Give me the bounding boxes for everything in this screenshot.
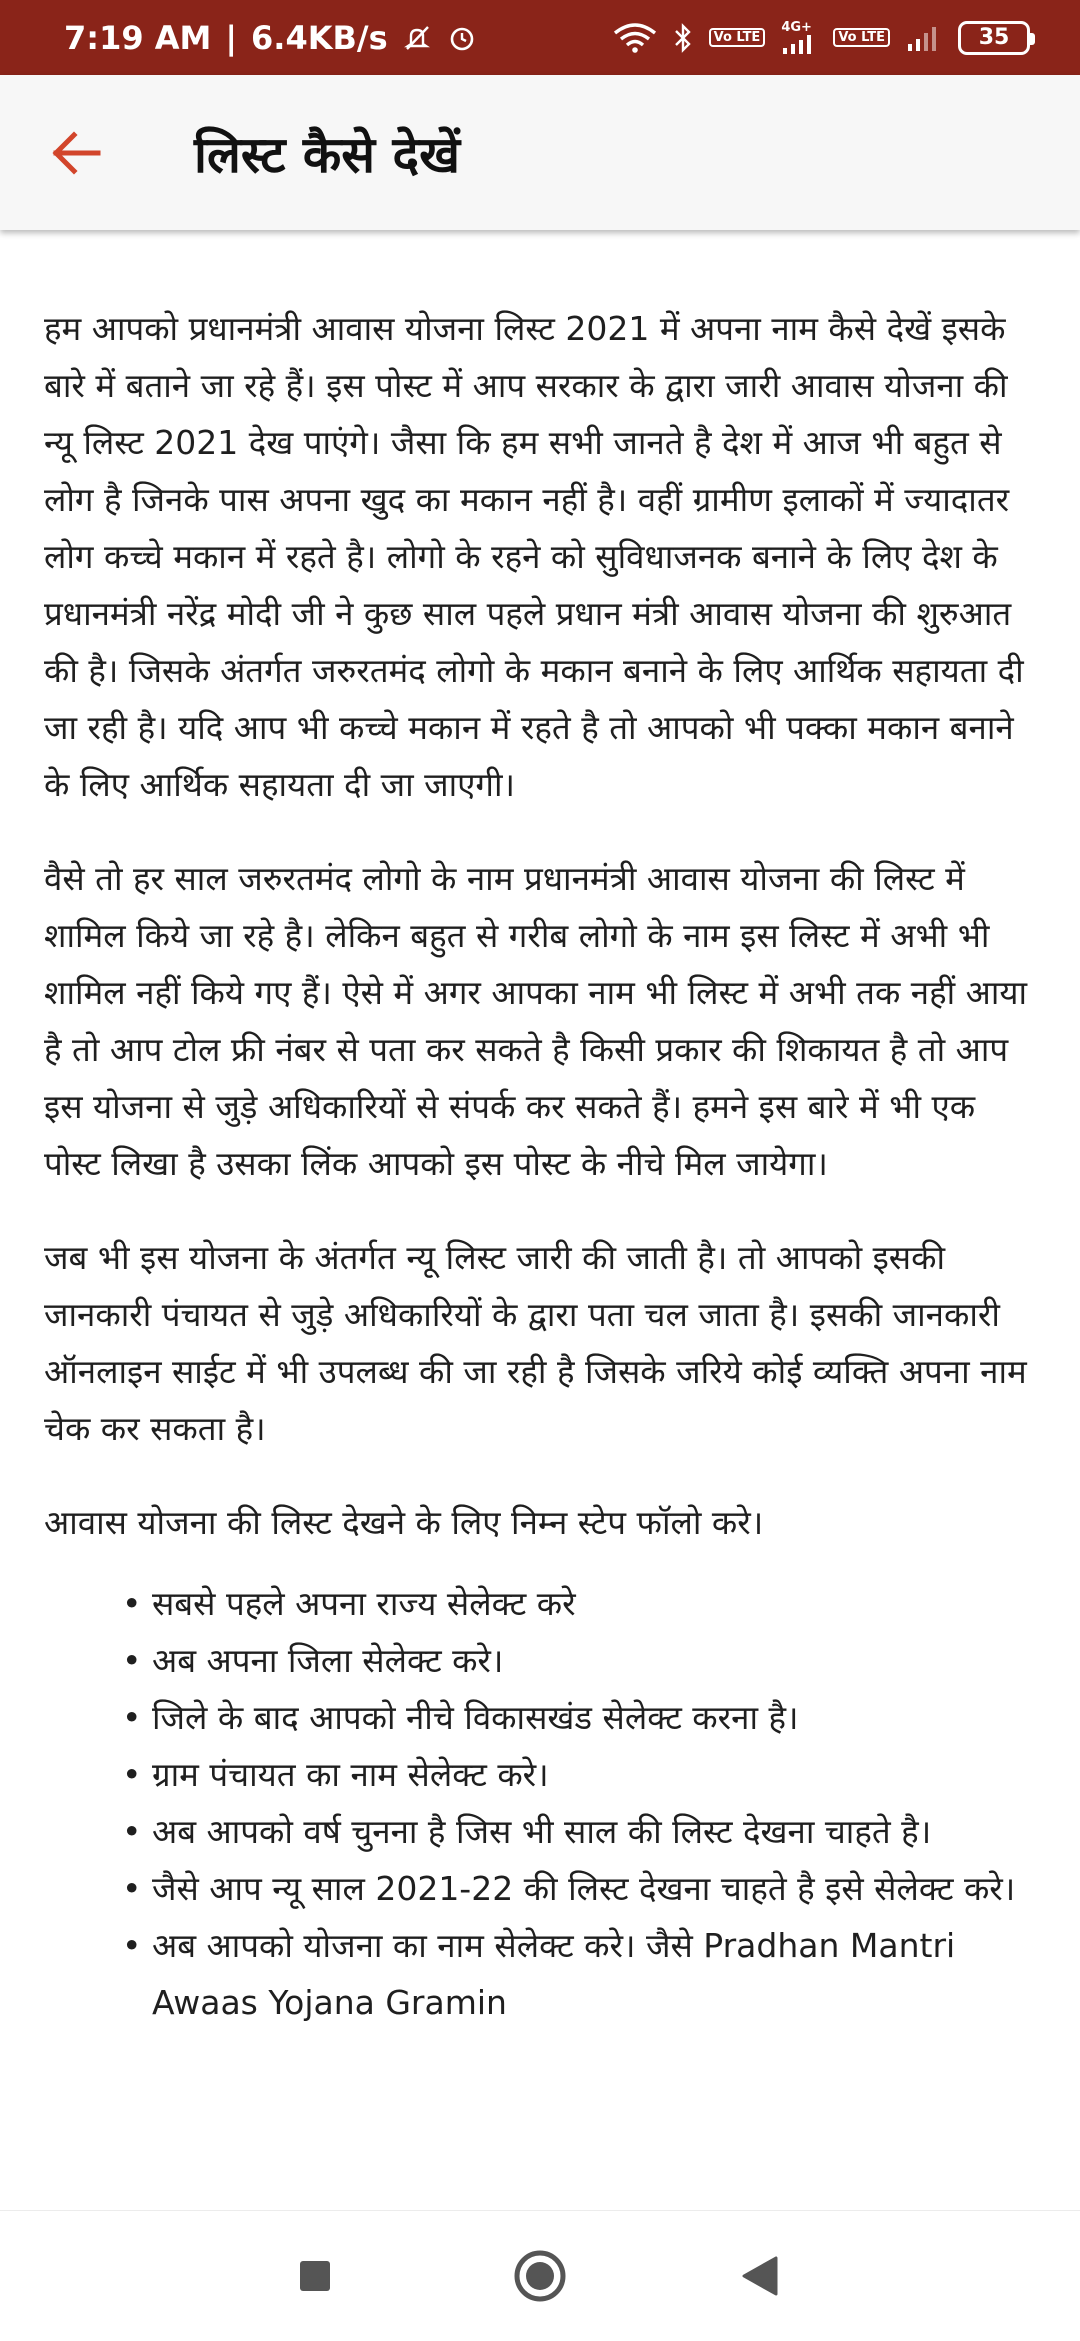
list-item: • सबसे पहले अपना राज्य सेलेक्ट करे xyxy=(122,1575,1040,1632)
app-bar xyxy=(0,75,1080,230)
paragraph-2: वैसे तो हर साल जरुरतमंद लोगो के नाम प्रधानमंत्री आवास योजना की लिस्ट में शामिल किये जा रहे है। लेकिन बहुत से गरीब लोगो के नाम इस लिस्ट में अभी भी शामिल नहीं किये गए हैं। ऐसे में अगर आपका नाम भी लिस्ट में अभी तक नहीं आया है तो आप टोल फ्री नंबर से पता कर सकते है किसी प्रकार की शिकायत है तो आप इस योजना से जुड़े अधिकारियों से संपर्क कर सकते हैं। हमने इस बारे में भी एक पोस्ट लिखा है उसका लिंक आपको इस पोस्ट के नीचे मिल जायेगा। xyxy=(44,859,1028,1183)
paragraph-3: जब भी इस योजना के अंतर्गत न्यू लिस्ट जारी की जाती है। तो आपको इसकी जानकारी पंचायत से जुड़े अधिकारियों के द्वारा पता चल जाता है। इसकी जानकारी ऑनलाइन साईट में भी उपलब्ध की जा रही है जिसके जरिये कोई व्यक्ति अपना नाम चेक कर सकता है। xyxy=(44,1238,1027,1448)
list-item: • ग्राम पंचायत का नाम सेलेक्ट करे। xyxy=(122,1746,1040,1803)
navigation-bar xyxy=(0,2210,1080,2340)
list-item: • अब आपको योजना का नाम सेलेक्ट करे। जैसे Pradhan Mantri Awaas Yojana Gramin xyxy=(122,1917,1040,2031)
paragraph-intro: हम आपको प्रधानमंत्री आवास योजना लिस्ट 2021 में अपना नाम कैसे देखें इसके बारे में बताने जा रहे हैं। इस पोस्ट में आप सरकार के द्वारा जारी आवास योजना की न्यू लिस्ट 2021 देख पाएंगे। जैसा कि हम सभी जानते है देश में आज भी बहुत से लोग है जिनके पास अपना खुद का मकान नहीं है। वहीं ग्रामीण इलाकों में ज्यादातर लोग कच्चे मकान में रहते है। लोगो के रहने को सुविधाजनक बनाने के लिए देश के प्रधानमंत्री नरेंद्र मोदी जी ने कुछ साल पहले प्रधान मंत्री आवास योजना की शुरुआत की है। जिसके अंतर्गत जरुरतमंद लोगो के मकान बनाने के लिए आर्थिक सहायता दी जा रही है। यदि आप भी कच्चे मकान में रहते है तो आपको भी पक्का मकान बनाने के लिए आर्थिक सहायता दी जा जाएगी। xyxy=(44,309,1024,804)
triangle-back-icon xyxy=(740,2255,780,2297)
back-button[interactable] xyxy=(36,113,116,193)
signal-icon xyxy=(781,34,817,54)
volte-badge-2: Vo LTE xyxy=(833,28,890,47)
status-separator: | xyxy=(225,18,238,57)
square-icon xyxy=(298,2259,332,2293)
mute-icon xyxy=(402,23,432,53)
recents-button[interactable] xyxy=(255,2211,375,2341)
circle-icon xyxy=(513,2249,567,2303)
arrow-left-icon xyxy=(50,131,102,175)
network-type-label: 4G+ xyxy=(781,20,812,35)
list-item: • जैसे आप न्यू साल 2021-22 की लिस्ट देखना चाहते है इसे सेलेक्ट करे। xyxy=(122,1860,1040,1917)
bluetooth-icon xyxy=(673,22,693,54)
status-right xyxy=(613,21,1030,55)
status-left xyxy=(64,19,478,57)
status-bar xyxy=(0,0,1080,75)
list-item: • जिले के बाद आपको नीचे विकासखंड सेलेक्ट करना है। xyxy=(122,1689,1040,1746)
wifi-icon xyxy=(613,23,657,53)
list-item: • अब आपको वर्ष चुनना है जिस भी साल की लिस्ट देखना चाहते है। xyxy=(122,1803,1040,1860)
alarm-icon xyxy=(446,22,478,54)
system-back-button[interactable] xyxy=(700,2211,820,2341)
article-content[interactable] xyxy=(0,300,1080,2210)
page-title: लिस्ट कैसे देखें xyxy=(194,125,460,184)
volte-badge: Vo LTE xyxy=(709,28,766,47)
steps-list xyxy=(122,1575,1040,2031)
home-button[interactable] xyxy=(480,2211,600,2341)
signal-icon-2 xyxy=(906,25,942,51)
battery-icon xyxy=(958,21,1030,55)
status-speed: 6.4KB/s xyxy=(251,18,388,57)
battery-level: 35 xyxy=(978,25,1010,50)
list-item: • अब अपना जिला सेलेक्ट करे। xyxy=(122,1632,1040,1689)
status-time: 7:19 AM xyxy=(64,18,212,57)
signal-4g-group xyxy=(781,21,817,54)
paragraph-steps-intro: आवास योजना की लिस्ट देखने के लिए निम्न स्टेप फॉलो करे। xyxy=(44,1503,764,1542)
